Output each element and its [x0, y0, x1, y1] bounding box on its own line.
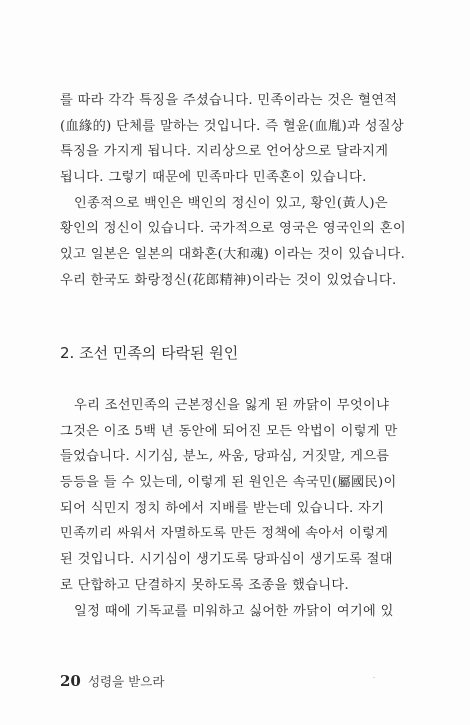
text-line: 일정 때에 기독교를 미워하고 싫어한 까닭이 여기에 있 [74, 603, 394, 619]
running-title: 성령을 받으라 [87, 674, 165, 689]
text-line: 그것은 이조 5백 년 동안에 되어진 모든 악법이 이렇게 만 [60, 423, 398, 439]
text-line: (血緣的) 단체를 말하는 것입니다. 즉 혈윤(血胤)과 성질상 [60, 118, 404, 134]
text-line: 로 단합하고 단결하지 못하도록 조종을 했습니다. [60, 577, 350, 593]
text-line: 민족끼리 싸워서 자멸하도록 만든 정책에 속아서 이렇게 [60, 526, 389, 542]
text-line: 있고 일본은 일본의 대화혼(大和魂) 이라는 것이 있습니다. [60, 247, 406, 263]
text-line: 됩니다. 그렇기 때문에 민족마다 민족혼이 있습니다. [60, 170, 367, 186]
text-line: 된 것입니다. 시기심이 생기도록 당파심이 생기도록 절대 [60, 552, 393, 568]
text-line: 인종적으로 백인은 백인의 정신이 있고, 황인(黃人)은 [74, 195, 389, 211]
text-line: 황인의 정신이 있습니다. 국가적으로 영국은 영국인의 혼이 [60, 221, 406, 237]
text-line: 되어 식민지 정치 하에서 지배를 받는데 있습니다. 자기 [60, 500, 385, 516]
text-line: 우리 조선민족의 근본정신을 잃게 된 까닭이 무엇이냐 [74, 398, 390, 413]
body-text-bottom [60, 393, 412, 624]
text-line: 등등을 들 수 있는데, 이렇게 된 원인은 속국민(屬國民)이 [60, 475, 397, 491]
text-line: 들었습니다. 시기심, 분노, 싸움, 당파심, 거짓말, 게으름 [60, 449, 390, 465]
text-line: 를 따라 각각 특징을 주셨습니다. 민족이라는 것은 혈연적 [60, 93, 398, 108]
body-text-top [60, 88, 412, 294]
section-heading: 2. 조선 민족의 타락된 원인 [60, 344, 239, 362]
scan-speck [373, 677, 375, 678]
page-number: 20 [60, 672, 81, 690]
page-footer [60, 670, 164, 693]
text-line: 특징을 가지게 됩니다. 지리상으로 언어상으로 달라지게 [60, 144, 389, 160]
text-line: 우리 한국도 화랑정신(花郎精神)이라는 것이 있었습니다. [60, 272, 397, 288]
